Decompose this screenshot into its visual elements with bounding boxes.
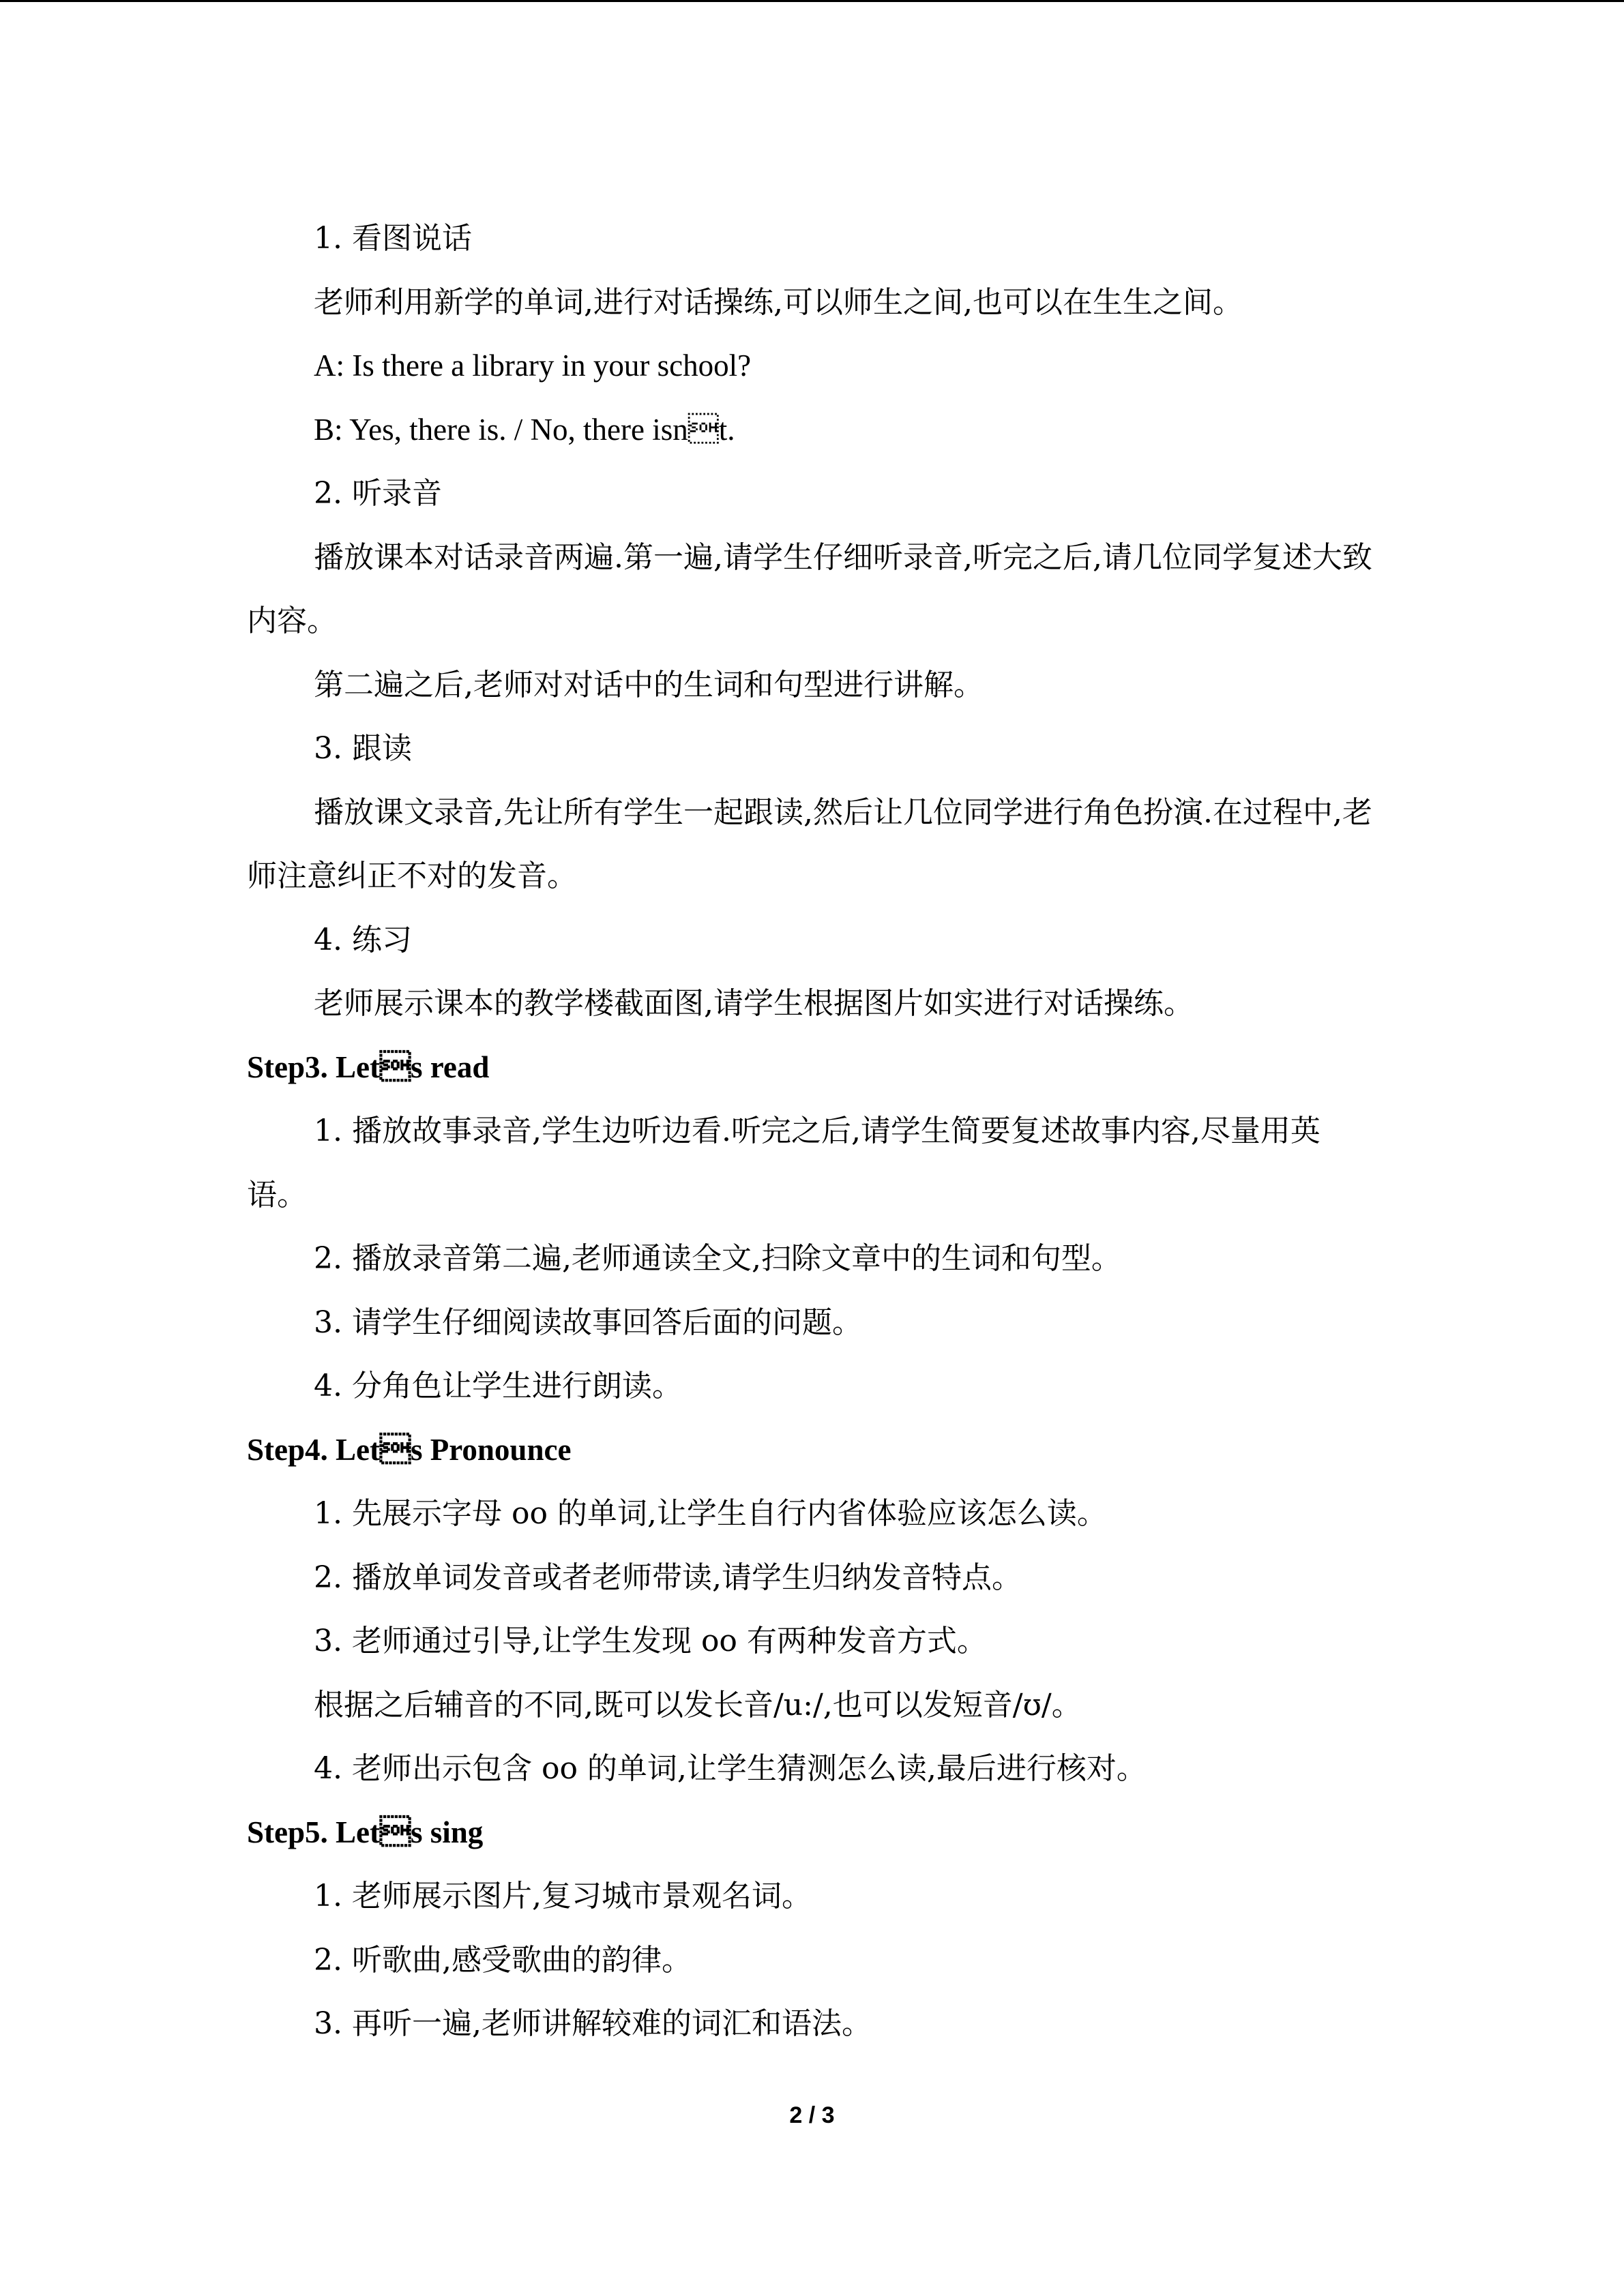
paragraph: 播放课本对话录音两遍.第一遍,请学生仔细听录音,听完之后,请几位同学复述大致内容。 <box>247 539 1372 638</box>
list-item: 3. 跟读 <box>314 731 412 766</box>
list-item: 4. 分角色让学生进行朗读。 <box>314 1369 682 1403</box>
list-item: 4. 练习 <box>314 922 412 957</box>
dialogue-line-b: B: Yes, there is. / No, there isnt. <box>314 412 735 447</box>
section-heading: Step5. Lets sing <box>247 1815 484 1849</box>
list-item: 3. 老师通过引导,让学生发现 oo 有两种发音方式。 <box>314 1624 987 1658</box>
paragraph: 播放课文录音,先让所有学生一起跟读,然后让几位同学进行角色扮演.在过程中,老师注意纠正不对的发音。 <box>247 794 1372 893</box>
paragraph: 老师展示课本的教学楼截面图,请学生根据图片如实进行对话操练。 <box>314 986 1194 1021</box>
list-item: 3. 再听一遍,老师讲解较难的词汇和语法。 <box>314 2006 872 2041</box>
list-item: 1. 先展示字母 oo 的单词,让学生自行内省体验应该怎么读。 <box>314 1496 1107 1531</box>
list-item: 4. 老师出示包含 oo 的单词,让学生猜测怎么读,最后进行核对。 <box>314 1751 1147 1786</box>
page-content <box>247 207 1379 2056</box>
list-item: 2. 播放单词发音或者老师带读,请学生归纳发音特点。 <box>314 1560 1022 1595</box>
page-number: 2 / 3 <box>789 2102 835 2128</box>
list-item: 2. 听歌曲,感受歌曲的韵律。 <box>314 1942 692 1978</box>
paragraph: 老师利用新学的单词,进行对话操练,可以师生之间,也可以在生生之间。 <box>314 284 1243 320</box>
list-item: 1. 播放故事录音,学生边听边看.听完之后,请学生简要复述故事内容,尽量用英语。 <box>247 1114 1320 1212</box>
paragraph: 第二遍之后,老师对对话中的生词和句型进行讲解。 <box>314 667 984 702</box>
list-item: 1. 看图说话 <box>314 221 472 256</box>
section-heading: Step3. Lets read <box>247 1049 490 1084</box>
dialogue-line-a: A: Is there a library in your school? <box>314 348 752 383</box>
list-item: 2. 听录音 <box>314 476 442 511</box>
section-heading: Step4. Lets Pronounce <box>247 1432 572 1467</box>
list-item: 2. 播放录音第二遍,老师通读全文,扫除文章中的生词和句型。 <box>314 1241 1121 1276</box>
list-item: 3. 请学生仔细阅读故事回答后面的问题。 <box>314 1304 862 1340</box>
list-item: 1. 老师展示图片,复习城市景观名词。 <box>314 1879 812 1913</box>
paragraph: 根据之后辅音的不同,既可以发长音/u:/,也可以发短音/ʊ/。 <box>314 1687 1082 1723</box>
